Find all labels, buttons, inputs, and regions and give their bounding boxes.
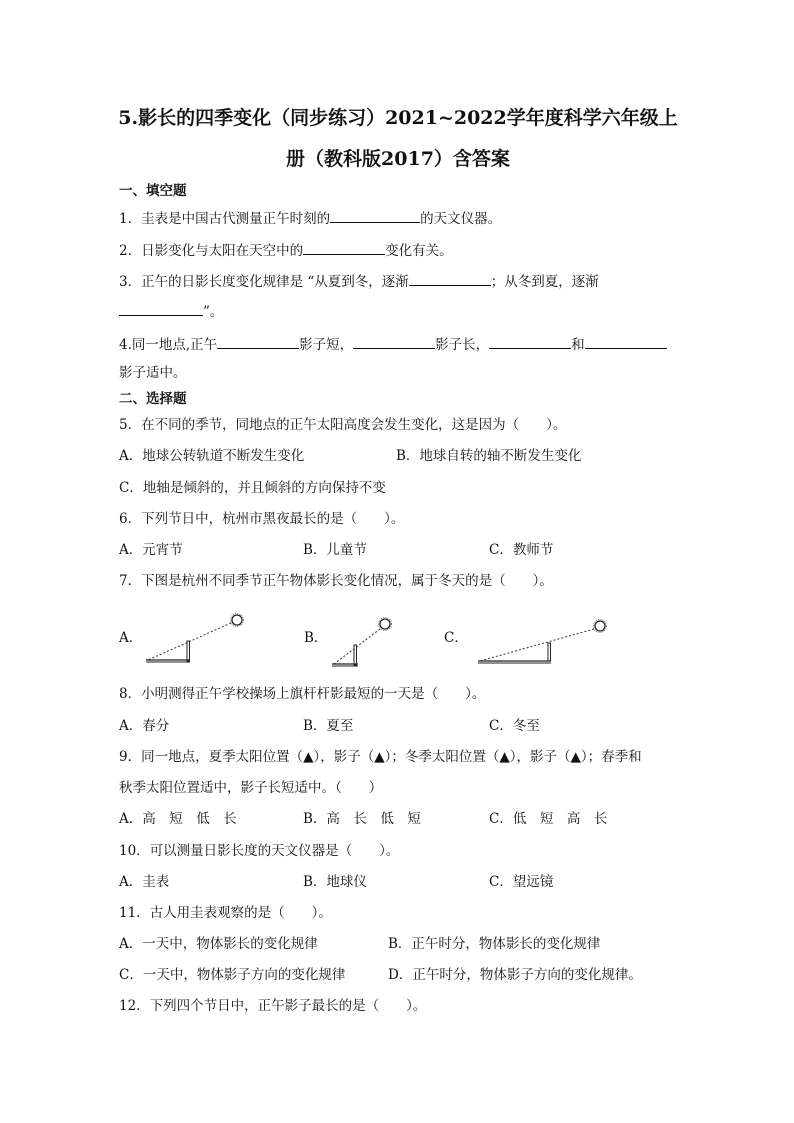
sun-icon <box>231 614 244 627</box>
q4-blank-3[interactable] <box>489 335 571 349</box>
q7-option-a[interactable]: A． <box>119 630 143 646</box>
q5-option-a[interactable]: A．地球公转轨道不断发生变化 <box>119 448 305 464</box>
q4-text-d: 和 <box>571 337 585 353</box>
question-9: 9．同一地点，夏季太阳位置（▲），影子（▲）；冬季太阳位置（▲），影子（▲）；春季和 <box>119 749 642 765</box>
question-12: 12．下列四个节日中，正午影子最长的是（ ）。 <box>119 998 427 1014</box>
question-8: 8．小明测得正午学校操场上旗杆杆影最短的一天是（ ）。 <box>119 686 486 702</box>
q6-option-c[interactable]: C．教师节 <box>489 542 554 558</box>
q7-figure-a <box>140 610 250 665</box>
q7-figure-c <box>474 612 614 668</box>
question-2 <box>119 241 453 259</box>
question-3-cont <box>119 302 223 320</box>
section-choice-heading: 二、选择题 <box>119 391 187 407</box>
q11-option-a[interactable]: A．一天中，物体影长的变化规律 <box>119 936 318 952</box>
q3-blank-1[interactable] <box>409 272 491 286</box>
sun-icon <box>379 618 392 631</box>
question-4 <box>119 335 667 353</box>
q4-blank-4[interactable] <box>585 335 667 349</box>
q5-option-c[interactable]: C．地轴是倾斜的，并且倾斜的方向保持不变 <box>119 480 386 496</box>
q1-text-pre: 1．圭表是中国古代测量正午时刻的 <box>119 211 331 227</box>
q1-text-post: 的天文仪器。 <box>420 211 502 227</box>
question-1 <box>119 209 501 227</box>
q4-text-c: 影子长， <box>435 337 490 353</box>
question-10: 10．可以测量日影长度的天文仪器是（ ）。 <box>119 843 400 859</box>
q4-text-b: 影子短， <box>299 337 354 353</box>
q2-text-post: 变化有关。 <box>385 243 453 259</box>
question-9-cont: 秋季太阳位置适中，影子长短适中。（ ） <box>119 780 383 796</box>
question-3 <box>119 272 599 290</box>
q8-option-c[interactable]: C．冬至 <box>489 718 540 734</box>
q7-option-c[interactable]: C． <box>444 630 468 646</box>
q10-option-c[interactable]: C．望远镜 <box>489 874 554 890</box>
q1-blank[interactable] <box>330 209 420 223</box>
question-4-cont: 影子适中。 <box>119 365 187 381</box>
q2-text-pre: 2．日影变化与太阳在天空中的 <box>119 243 304 259</box>
q6-option-b[interactable]: B．儿童节 <box>303 542 367 558</box>
q9-option-c[interactable]: C．低 短 高 长 <box>489 811 608 827</box>
q9-option-a[interactable]: A．高 短 低 长 <box>119 811 237 827</box>
q3-text-post: ”。 <box>203 304 224 320</box>
q4-blank-2[interactable] <box>353 335 435 349</box>
q6-option-a[interactable]: A．元宵节 <box>119 542 183 558</box>
section-fill-heading: 一、填空题 <box>119 183 187 199</box>
q11-option-d[interactable]: D．正午时分，物体影子方向的变化规律。 <box>388 967 642 983</box>
pole-icon <box>354 645 357 665</box>
q8-option-a[interactable]: A．春分 <box>119 718 170 734</box>
q3-text-pre: 3．正午的日影长度变化规律是 “从夏到冬，逐渐 <box>119 274 409 290</box>
q11-option-c[interactable]: C．一天中，物体影子方向的变化规律 <box>119 967 346 983</box>
q3-blank-2[interactable] <box>119 302 203 316</box>
pole-icon <box>548 643 551 661</box>
sun-icon <box>594 620 607 633</box>
pole-icon <box>187 641 190 661</box>
q7-figure-b <box>322 612 402 670</box>
q2-blank[interactable] <box>303 241 385 255</box>
q10-option-a[interactable]: A．圭表 <box>119 874 170 890</box>
q8-option-b[interactable]: B．夏至 <box>303 718 354 734</box>
question-6: 6．下列节日中，杭州市黑夜最长的是（ ）。 <box>119 511 405 527</box>
question-7: 7．下图是杭州不同季节正午物体影长变化情况，属于冬天的是（ ）。 <box>119 573 553 589</box>
q5-option-b[interactable]: B．地球自转的轴不断发生变化 <box>396 448 582 464</box>
q10-option-b[interactable]: B．地球仪 <box>303 874 367 890</box>
question-11: 11．古人用圭表观察的是（ ）。 <box>119 905 332 921</box>
question-5: 5．在不同的季节，同地点的正午太阳高度会发生变化，这是因为（ ）。 <box>119 417 567 433</box>
q4-blank-1[interactable] <box>217 335 299 349</box>
q11-option-b[interactable]: B．正午时分，物体影长的变化规律 <box>388 936 601 952</box>
title-line-2: 册（教科版2017）含答案 <box>286 148 510 170</box>
title-line-1: 5.影长的四季变化（同步练习）2021~2022学年度科学六年级上 <box>118 107 678 129</box>
q7-option-b[interactable]: B． <box>304 630 328 646</box>
q4-text-a: 4.同一地点,正午 <box>119 337 218 353</box>
q9-option-b[interactable]: B．高 长 低 短 <box>303 811 421 827</box>
q3-text-mid: ；从冬到夏，逐渐 <box>490 274 599 290</box>
